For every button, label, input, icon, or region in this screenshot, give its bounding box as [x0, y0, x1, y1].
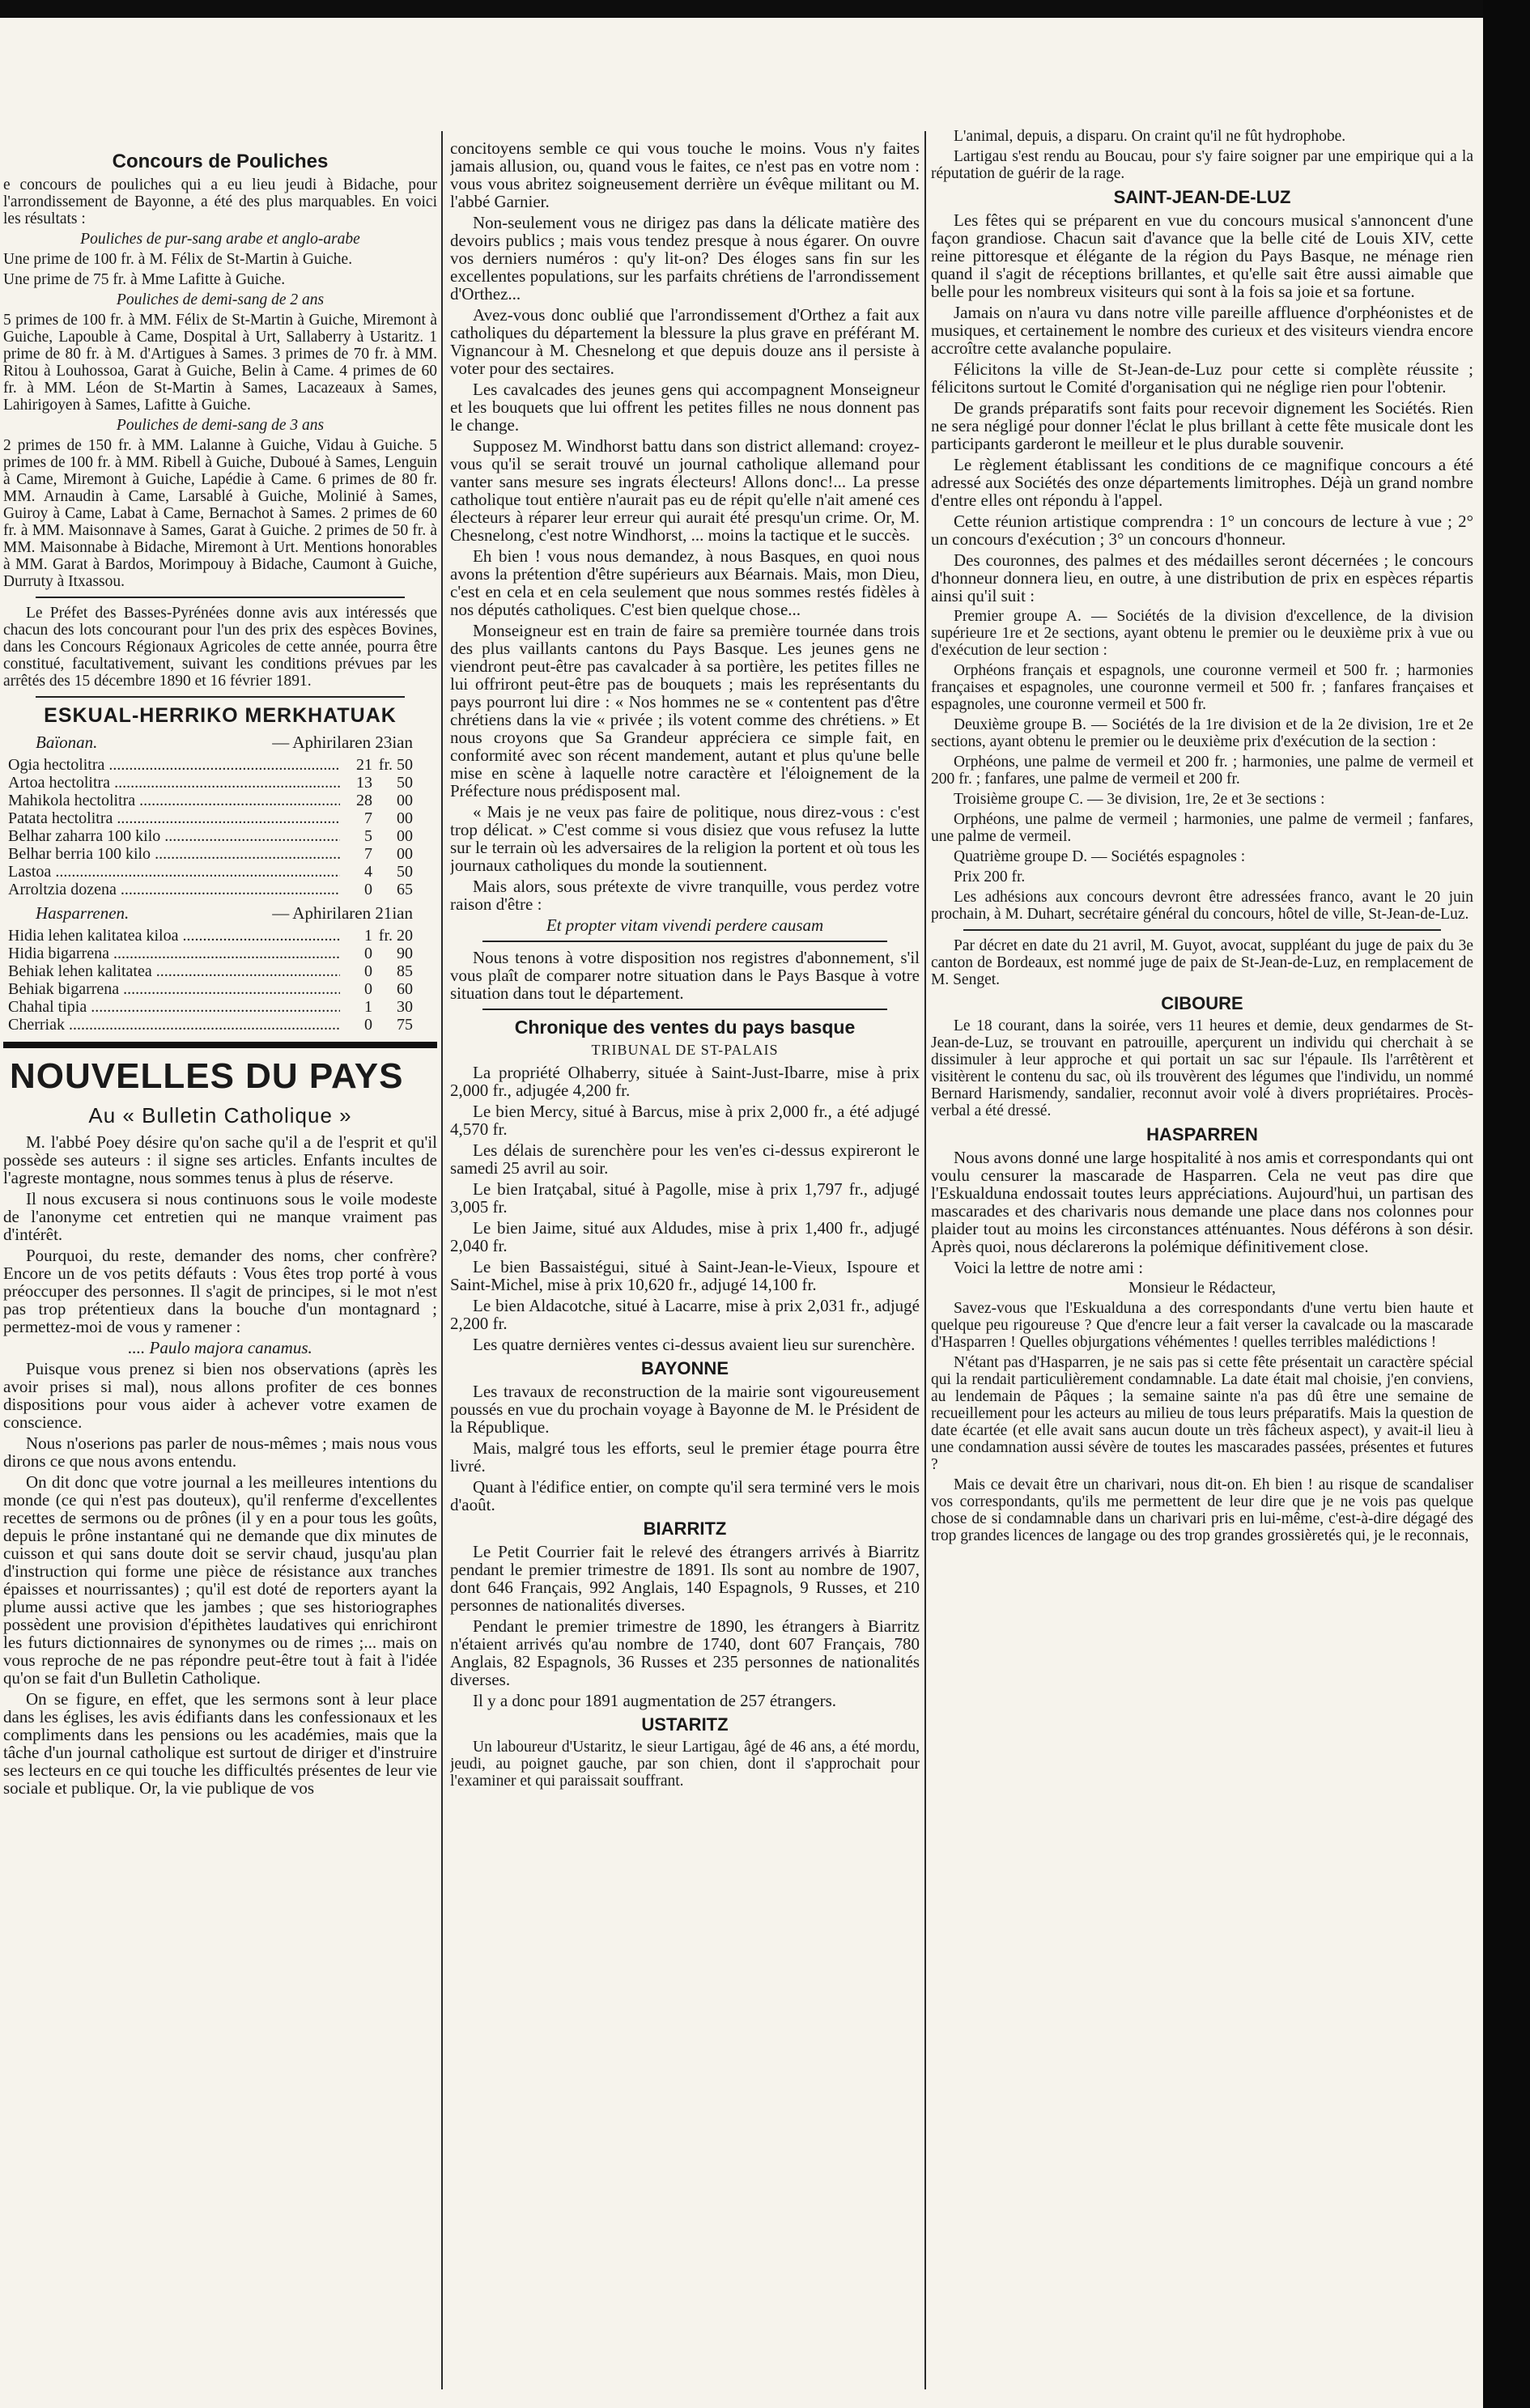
hasparren-p6: Mais ce devait être un charivari, nous dit-on. Eh bien ! au risque de scandaliser vos correspondants, qu'ils me permettent de leur dire que je ne vois pas quelque chose de si condamnable dans un charivari pris en lui-même, c'est-à-dire dégagé des trop grandes licences de langage ou des trop grandes grossièretés qui, je le reconnais, — [931, 1476, 1473, 1544]
price-row — [3, 756, 437, 774]
price-francs: 28 — [356, 792, 372, 809]
groupe-b-prix: Orphéons, une palme de vermeil et 200 fr. ; harmonies, une palme de vermeil et 200 fr. ; fanfares, une palme de vermeil et 200 fr. — [931, 754, 1473, 788]
price-item: Chahal tipia ..... — [8, 998, 340, 1016]
price-centimes: 90 — [397, 945, 413, 962]
ustaritz-p1: Un laboureur d'Ustaritz, le sieur Lartigau, âgé de 46 ans, a été mordu, jeudi, au poignet gauche, par son chien, dont il s'approchait pour l'examiner et qui paraissait souffrant. — [450, 1739, 920, 1790]
price-item: Behiak bigarrena ..... — [8, 980, 340, 998]
sjl-p1: Les fêtes qui se préparent en vue du concours musical s'annoncent d'une façon grandiose. Chacun sait d'avance que la belle cité de Louis XIV, cette reine pittoresque et élégante de la région du Pays Basque, ne ménage rien quand il s'agit de réceptions brillantes, et qu'elle sait être aussi aimable que belle pour les nombreux visiteurs qui sont à la fois sa joie et sa fortune. — [931, 210, 1473, 301]
divider — [482, 1009, 887, 1010]
prefet-notice: Le Préfet des Basses-Pyrénées donne avis aux intéressés que chacun des lots concourant pour l'un des prix des espèces Bovines, dans les Concours Régionaux Agricoles de cette année, pourra être constitué, facultativement, suivant les conditions prévues par les arrêtés des 15 décembre 1890 et 16 février 1891. — [3, 605, 437, 690]
col2-a7: Monseigneur est en train de faire sa première tournée dans trois des plus vaillants cantons du Pays Basque. Les jeunes gens ne viendront peut-être pas cavalcader à sa portière, les petites filles ne lui offriront peut-être pas de bouquets ; mais les représentants du pays pourront lui dire : « Nos hommes ne se « contentent pas d'être chrétiens dans la vie « privée ; ils votent comme des chrétiens. » Et nous croyons que Sa Grandeur appréciera ce simple fait, en conformité avec son récent mandement, autant et plus qu'une belle mise en scène à laquelle notre caractère et l'éloignement de la Préfecture nous prédisposent mal. — [450, 621, 920, 801]
market2-date: — Aphirilaren 21ian — [272, 903, 413, 923]
market2-list — [3, 927, 437, 1034]
price-francs: 4 — [364, 863, 372, 881]
sjl-p4: De grands préparatifs sont faits pour recevoir dignement les Sociétés. Rien ne sera négligé pour donner l'éclat le plus brillant à cette fête musicale dont les participants garderont le meilleur et le plus durable souvenir. — [931, 398, 1473, 453]
groupe-a: Premier groupe A. — Sociétés de la division d'excellence, de la division supérieure 1re et 2e sections, ayant obtenu le premier ou le deuxième prix à vue ou d'exécution de leur section : — [931, 608, 1473, 659]
biarritz-title: BIARRITZ — [643, 1518, 727, 1539]
hasparren-p5: N'étant pas d'Hasparren, je ne sais pas si cette fête présentait un caractère spécial qui la rendait particulièrement condamnable. La date était mal choisie, j'en conviens, au lendemain de Pâques ; la semaine sainte n'a pas dû être une semaine de recueillement pour les acteurs au milieu de tous leurs préparatifs. Mais la question de date écartée (et elle avait sans aucun doute un très fâcheux aspect), y avait-il lieu à une condamnation aussi sévère de toutes les mascarades passées, présentes et futures ? — [931, 1354, 1473, 1473]
price-item: Belhar berria 100 kilo ..... — [8, 845, 340, 863]
bayonne-title: BAYONNE — [641, 1358, 729, 1378]
market-title: ESKUAL-HERRIKO MERKHATUAK — [44, 704, 397, 727]
col2-quote: Et propter vitam vivendi perdere causam — [546, 915, 824, 935]
column-rule-1 — [441, 131, 443, 2389]
col2-a1: concitoyens semble ce qui vous touche le moins. Vous n'y faites jamais allusion, ou, quand vous le faites, ce n'est pas en votre nom : vous vous abritez soigneusement derrière un évêque militant ou M. l'abbé Garnier. — [450, 138, 920, 211]
market1-date: — Aphirilaren 23ian — [272, 733, 413, 752]
market1-header — [3, 733, 437, 753]
price-francs: 0 — [364, 962, 372, 980]
bulletin-p3: Pourquoi, du reste, demander des noms, cher confrère? Encore un de vos petits défauts : Vous êtes trop porté à vous préoccuper des personnes. Il s'agit de principes, si le mot n'est pas trop prétentieux dans la bouche d'un montagnard ; permettez-moi de vous y ramener : — [3, 1246, 437, 1336]
p2-text: 5 primes de 100 fr. à MM. Félix de St-Martin à Guiche, Miremont à Guiche, Lapouble à Came, Dospital à Urt, Sallaberry à Ustaritz. 1 prime de 80 fr. à M. d'Artigues à Sames. 3 primes de 70 fr. à MM. Ritou à Louhossoa, Garat à Guiche, Belin à Came. 4 primes de 60 fr. à MM. Léon de St-Martin à Sames, Lacazeaux à Sames, Lahirigoyen à Sames, Lafitte à Guiche. — [3, 312, 437, 414]
price-francs: 0 — [364, 945, 372, 962]
groupe-d: Quatrième groupe D. — Sociétés espagnoles : — [954, 848, 1246, 865]
groupe-a-prix: Orphéons français et espagnols, une couronne vermeil et 500 fr. ; harmonies françaises et espagnoles, une couronne vermeil et 500 fr. ; fanfares françaises et espagnoles, une couronne vermeil et 500 fr. — [931, 662, 1473, 713]
bulletin-p4: Puisque vous prenez si bien nos observations (après les avoir prises si mal), nous allons profiter de ces bonnes dispositions pour vous aider à achever votre examen de conscience. — [3, 1359, 437, 1432]
price-francs: 0 — [364, 980, 372, 998]
price-item: Hidia lehen kalitatea kiloa ..... — [8, 927, 340, 945]
col2-a5: Supposez M. Windhorst battu dans son district allemand: croyez-vous qu'il se serait trouvé un journal catholique allemand pour vanter sans mesure ses ingrats électeurs! Allons donc!... La presse catholique tout entière n'aurait pas eu de répit qu'elle n'ait amené ces électeurs à réparer leur erreur qui aurait été presqu'un crime. Or, M. Chesnelong, c'est notre Windhorst, ... moins la tactique et le succès. — [450, 436, 920, 545]
column-rule-2 — [924, 131, 926, 2389]
vente-7: Le bien Aldacotche, situé à Lacarre, mise à prix 2,031 fr., adjugé 2,200 fr. — [450, 1296, 920, 1333]
sjl-p5: Le règlement établissant les conditions de ce magnifique concours a été adressé aux Sociétés des onze départements limitrophes. Déjà un grand nombre d'entre elles ont répondu à l'appel. — [931, 455, 1473, 510]
vente-8: Les quatre dernières ventes ci-dessus avaient lieu sur surenchère. — [473, 1335, 916, 1354]
price-row — [3, 827, 437, 845]
bayonne-p1: Les travaux de reconstruction de la mairie sont vigoureusement poussés en vue du prochain voyage à Bayonne de M. le Président de la République. — [450, 1382, 920, 1437]
vente-3: Les délais de surenchère pour les ven'es ci-dessus expireront le samedi 25 avril au soir. — [450, 1140, 920, 1178]
hasparren-p4: Savez-vous que l'Eskualduna a des correspondants d'une vertu bien haute et quelque peu rigoureuse ? Que d'encre leur a fait verser la cavalcade ou la mascarade d'Hasparren ! Quelles objurgations véhémentes ! quelles terribles malédictions ! — [931, 1300, 1473, 1351]
chronique-subtitle: TRIBUNAL DE ST-PALAIS — [591, 1042, 779, 1058]
scan-top-edge — [0, 0, 1530, 18]
market1-list — [3, 756, 437, 898]
biarritz-p2: Pendant le premier trimestre de 1890, les étrangers à Biarritz n'étaient arrivés qu'au nombre de 1740, dont 607 Français, 780 Anglais, 82 Espagnols, 36 Russes et 235 personnes de nationalités diverses. — [450, 1616, 920, 1689]
ustaritz-title: USTARITZ — [641, 1714, 729, 1735]
price-centimes: 60 — [397, 980, 413, 998]
price-row — [3, 945, 437, 962]
column-1 — [3, 123, 437, 2384]
price-row — [3, 980, 437, 998]
sjl-adhesions: Les adhésions aux concours devront être adressées franco, avant le 20 juin prochain, à M. Duhart, secrétaire général du concours, hôtel de ville, St-Jean-de-Luz. — [931, 889, 1473, 923]
nouvelles-headline: NOUVELLES DU PAYS — [10, 1056, 404, 1096]
col2-a4: Les cavalcades des jeunes gens qui accompagnent Monseigneur et les bouquets que lui offrent les petites filles ne nous donnent pas le change. — [450, 380, 920, 435]
price-francs: 1 — [364, 927, 372, 945]
divider — [482, 941, 887, 942]
bulletin-title: Au « Bulletin Catholique » — [88, 1103, 352, 1128]
price-centimes: fr. 50 — [378, 756, 413, 774]
price-row — [3, 774, 437, 792]
groupe-b: Deuxième groupe B. — Sociétés de la 1re division et de la 2e division, 1re et 2e sections, ayant obtenu le premier ou le deuxième prix d'exécution de la section : — [931, 716, 1473, 750]
price-centimes: 65 — [397, 881, 413, 898]
price-item: Arroltzia dozena ..... — [8, 881, 340, 898]
sjl-title: SAINT-JEAN-DE-LUZ — [1113, 187, 1291, 207]
biarritz-p1: Le Petit Courrier fait le relevé des étrangers arrivés à Biarritz pendant le premier trimestre de 1891. Ils sont au nombre de 1907, dont 646 Français, 992 Anglais, 140 Espagnols, 9 Russes, et 210 personnes de nationalités diverses. — [450, 1542, 920, 1615]
price-francs: 0 — [364, 1016, 372, 1034]
column-2 — [450, 123, 920, 2384]
col2-a10: Nous tenons à votre disposition nos registres d'abonnement, s'il vous plaît de comparer notre situation dans le Pays Basque à votre situation dans tout le département. — [450, 948, 920, 1003]
divider — [36, 696, 405, 698]
market2-place: Hasparrenen. — [36, 903, 130, 923]
divider — [963, 929, 1441, 931]
col3-c2: Lartigau s'est rendu au Boucau, pour s'y faire soigner par une empirique qui a la réputation de guérir de la rage. — [931, 148, 1473, 182]
p1-b: Une prime de 75 fr. à Mme Lafitte à Guiche. — [3, 271, 286, 288]
col2-a9: Mais alors, sous prétexte de vivre tranquille, vous perdez votre raison d'être : — [450, 877, 920, 914]
price-centimes: 85 — [397, 962, 413, 980]
groupe-d-prix: Prix 200 fr. — [954, 868, 1026, 885]
biarritz-p3: Il y a donc pour 1891 augmentation de 257 étrangers. — [473, 1691, 837, 1710]
price-row — [3, 792, 437, 809]
scan-right-edge — [1483, 0, 1530, 2408]
bulletin-p5: Nous n'oserions pas parler de nous-mêmes ; mais nous vous dirons ce que nous avons entendu. — [3, 1433, 437, 1471]
vente-6: Le bien Bassaistégui, situé à Saint-Jean-le-Vieux, Ispoure et Saint-Michel, mise à prix 10,620 fr., adjugé 14,100 fr. — [450, 1257, 920, 1294]
price-centimes: 50 — [397, 774, 413, 792]
hasparren-title: HASPARREN — [1146, 1124, 1258, 1145]
price-item: Ogia hectolitra ..... — [8, 756, 340, 774]
price-item: Behiak lehen kalitatea ..... — [8, 962, 340, 980]
concours-intro: e concours de pouliches qui a eu lieu jeudi à Bidache, pour l'arrondissement de Bayonne, a été des plus marquables. En voici les résultats : — [3, 176, 437, 227]
price-francs: 13 — [356, 774, 372, 792]
col3-c1: L'animal, depuis, a disparu. On craint qu'il ne fût hydrophobe. — [954, 128, 1346, 145]
sjl-p3: Félicitons la ville de St-Jean-de-Luz pour cette si complète réussite ; félicitons surtout le Comité d'organisation qui ne néglige rien pour l'obtenir. — [931, 359, 1473, 397]
chronique-title: Chronique des ventes du pays basque — [514, 1017, 856, 1038]
col2-a8: « Mais je ne veux pas faire de politique, nous direz-vous : c'est trop délicat. » C'est comme si vous disiez que vous refusez la lutte sur le terrain où les adversaires de la religion la portent et où tous les journaux catholiques du monde la soutiennent. — [450, 802, 920, 875]
price-francs: 0 — [364, 881, 372, 898]
price-item: Cherriak ..... — [8, 1016, 340, 1034]
vente-2: Le bien Mercy, situé à Barcus, mise à prix 2,000 fr., a été adjugé 4,570 fr. — [450, 1102, 920, 1139]
market1-place: Baïonan. — [36, 733, 98, 752]
price-item: Hidia bigarrena ..... — [8, 945, 340, 962]
price-francs: 7 — [364, 809, 372, 827]
groupe-c: Troisième groupe C. — 3e division, 1re, 2e et 3e sections : — [954, 791, 1325, 808]
col2-a3: Avez-vous donc oublié que l'arrondissement d'Orthez a fait aux catholiques du département la blessure la plus grave en préférant M. Vignancour à M. Chesnelong et que depuis douze ans il persiste à voter pour des sectaires. — [450, 305, 920, 378]
bayonne-p3: Quant à l'édifice entier, on compte qu'il sera terminé vers le mois d'août. — [450, 1477, 920, 1514]
hasparren-salutation: Monsieur le Rédacteur, — [1128, 1280, 1276, 1297]
price-item: Belhar zaharra 100 kilo ..... — [8, 827, 340, 845]
price-row — [3, 845, 437, 863]
concours-title: Concours de Pouliches — [112, 151, 329, 172]
price-item: Lastoa ..... — [8, 863, 340, 881]
price-row — [3, 863, 437, 881]
p3-text: 2 primes de 150 fr. à MM. Lalanne à Guiche, Vidau à Guiche. 5 primes de 100 fr. à MM. Ribell à Guiche, Duboué à Sames, Lenguin à Came, Miremont à Guiche, Lapédie à Came. 6 primes de 80 fr. MM. Arnaudin à Came, Larsablé à Guiche, Molinié à Sames, Guiroy à Came, Labat à Came, Bernachot à Sames. 2 primes de 60 fr. à MM. Maisonnave à Sames, Garat à Guiche. 2 primes de 50 fr. à MM. Maisonnabe à Bidache, Miremont à Urt. Mentions honorables à MM. Garat à Bardos, Morimpouy à Bidache, Caumont à Guiche, Durruty à Itxassou. — [3, 437, 437, 590]
price-centimes: 00 — [397, 845, 413, 863]
sjl-decret: Par décret en date du 21 avril, M. Guyot, avocat, suppléant du juge de paix du 3e canton de Bordeaux, est nommé juge de paix de St-Jean-de-Luz, en remplacement de M. Senget. — [931, 937, 1473, 988]
price-row — [3, 998, 437, 1016]
price-francs: 21 — [356, 756, 372, 774]
price-row — [3, 927, 437, 945]
price-item: Artoa hectolitra ..... — [8, 774, 340, 792]
vente-5: Le bien Jaime, situé aux Aldudes, mise à prix 1,400 fr., adjugé 2,040 fr. — [450, 1218, 920, 1255]
price-centimes: 00 — [397, 809, 413, 827]
sjl-p7: Des couronnes, des palmes et des médailles seront décernées ; le concours d'honneur donnera lieu, en outre, à une distribution de prix en espèces répartis ainsi qu'il suit : — [931, 550, 1473, 605]
col2-a2: Non-seulement vous ne dirigez pas dans la délicate matière des devoirs publics ; mais vous tendez presque à nous égarer. On ouvre vos derniers numéros : qu'y lit-on? Des éloges sans fin sur les excellentes populations, sur les parfaits chrétiens de l'arrondissement d'Orthez... — [450, 213, 920, 304]
price-centimes: fr. 20 — [378, 927, 413, 945]
bulletin-p7: On se figure, en effet, que les sermons sont à leur place dans les églises, les avis édifiants dans les confessionaux et les compliments dans les pensions ou les académies, mais que la tâche d'un journal catholique est surtout de diriger et d'instruire ses lecteurs en ce qui touche les difficultés présentes de leur vie sociale et publique. Or, la vie publique de vos — [3, 1689, 437, 1798]
vente-4: Le bien Iratçabal, situé à Pagolle, mise à prix 1,797 fr., adjugé 3,005 fr. — [450, 1179, 920, 1217]
bulletin-p6: On dit donc que votre journal a les meilleures intentions du monde (ce qui n'est pas douteux), qu'il renferme d'excellentes recettes de sermons ou de prônes (il y en a pour tous les goûts, depuis le prône instantané qui ne demande que dix minutes de cuisson et qui sans doute doit se servir chaud, jusqu'au plan d'instruction qui forme une pièce de résistance aux tranches épaisses et nourrissantes) ; qu'il est doté de reporters ayant la plume aussi active que les jambes ; que ses historiographes possèdent une provision d'épithètes laudatives qui enrichiront les futurs dictionnaires de synonymes ou de rimes ;... mais on vous reproche de ne pas répondre peut-être tout à fait à l'idée qu'on se fait d'un Bulletin Catholique. — [3, 1472, 437, 1688]
price-item: Mahikola hectolitra ..... — [8, 792, 340, 809]
ciboure-title: CIBOURE — [1161, 993, 1243, 1013]
price-row — [3, 962, 437, 980]
price-centimes: 00 — [397, 792, 413, 809]
price-francs: 5 — [364, 827, 372, 845]
sjl-p2: Jamais on n'aura vu dans notre ville pareille affluence d'orphéonistes et de musiques, et certainement le nombre des curieux et des visiteurs viendra encore accroître cette avalanche populaire. — [931, 303, 1473, 358]
groupe-c-prix: Orphéons, une palme de vermeil ; harmonies, une palme de vermeil ; fanfares, une palme de vermeil. — [931, 811, 1473, 845]
price-centimes: 50 — [397, 863, 413, 881]
divider — [36, 597, 405, 598]
market2-header — [3, 903, 437, 924]
bulletin-p2: Il nous excusera si nous continuons sous le voile modeste de l'anonyme cet entretien qui ne manque vraiment pas d'intérêt. — [3, 1189, 437, 1244]
col2-a6: Eh bien ! vous nous demandez, à nous Basques, en quoi nous avons la prétention d'être supérieurs aux Béarnais. Mais, mon Dieu, c'est en cela et en cela seulement que nous sommes restés fidèles à nos députés catholiques. C'est bien quelque chose... — [450, 546, 920, 619]
p3-head: Pouliches de demi-sang de 3 ans — [116, 417, 325, 434]
p1-head: Pouliches de pur-sang arabe et anglo-arabe — [80, 231, 360, 248]
price-francs: 7 — [364, 845, 372, 863]
sjl-p6: Cette réunion artistique comprendra : 1° un concours de lecture à vue ; 2° un concours d'exécution ; 3° un concours d'honneur. — [931, 512, 1473, 549]
bulletin-quote: .... Paulo majora canamus. — [128, 1338, 312, 1357]
vente-1: La propriété Olhaberry, située à Saint-Just-Ibarre, mise à prix 2,000 fr., adjugée 4,200 fr. — [450, 1063, 920, 1100]
hasparren-p2: Voici la lettre de notre ami : — [954, 1258, 1144, 1277]
price-francs: 1 — [364, 998, 372, 1016]
price-row — [3, 1016, 437, 1034]
ciboure-p1: Le 18 courant, dans la soirée, vers 11 heures et demie, deux gendarmes de St-Jean-de-Luz, se trouvant en patrouille, aperçurent un individu qui cherchait à se dissimuler à leur approche et qui portait un sac sur l'épaule. Ils l'arrêtèrent et visitèrent le contenu du sac, où ils trouvèrent des légumes que l'individu, un nommé Bernard Harismendy, sandalier, reconnut avoir volé à divers propriétaires. Procès-verbal a été dressé. — [931, 1017, 1473, 1119]
bayonne-p2: Mais, malgré tous les efforts, seul le premier étage pourra être livré. — [450, 1438, 920, 1476]
price-centimes: 30 — [397, 998, 413, 1016]
price-centimes: 75 — [397, 1016, 413, 1034]
hasparren-p1: Nous avons donné une large hospitalité à nos amis et correspondants qui ont voulu censurer la mascarade de Hasparren. Cela ne veut pas dire que l'Eskualduna endossait toutes leurs appréciations. Aujourd'hui, un partisan des mascarades et des charivaris nous demande une place dans nos colonnes pour plaider tout au moins les circonstances atténuantes. Nous déférons à son désir. Après quoi, nous déclarerons la polémique définitivement close. — [931, 1148, 1473, 1256]
price-centimes: 00 — [397, 827, 413, 845]
column-3 — [931, 123, 1473, 2384]
thick-divider — [3, 1042, 437, 1048]
price-row — [3, 881, 437, 898]
p2-head: Pouliches de demi-sang de 2 ans — [116, 291, 325, 308]
price-row — [3, 809, 437, 827]
bulletin-p1: M. l'abbé Poey désire qu'on sache qu'il a de l'esprit et qu'il possède ses auteurs : il signe ses articles. Enfants incultes de l'agreste montagne, nous sommes tenus à plus de réserve. — [3, 1132, 437, 1187]
newspaper-page — [0, 18, 1483, 2408]
price-item: Patata hectolitra ..... — [8, 809, 340, 827]
p1-a: Une prime de 100 fr. à M. Félix de St-Martin à Guiche. — [3, 251, 353, 268]
